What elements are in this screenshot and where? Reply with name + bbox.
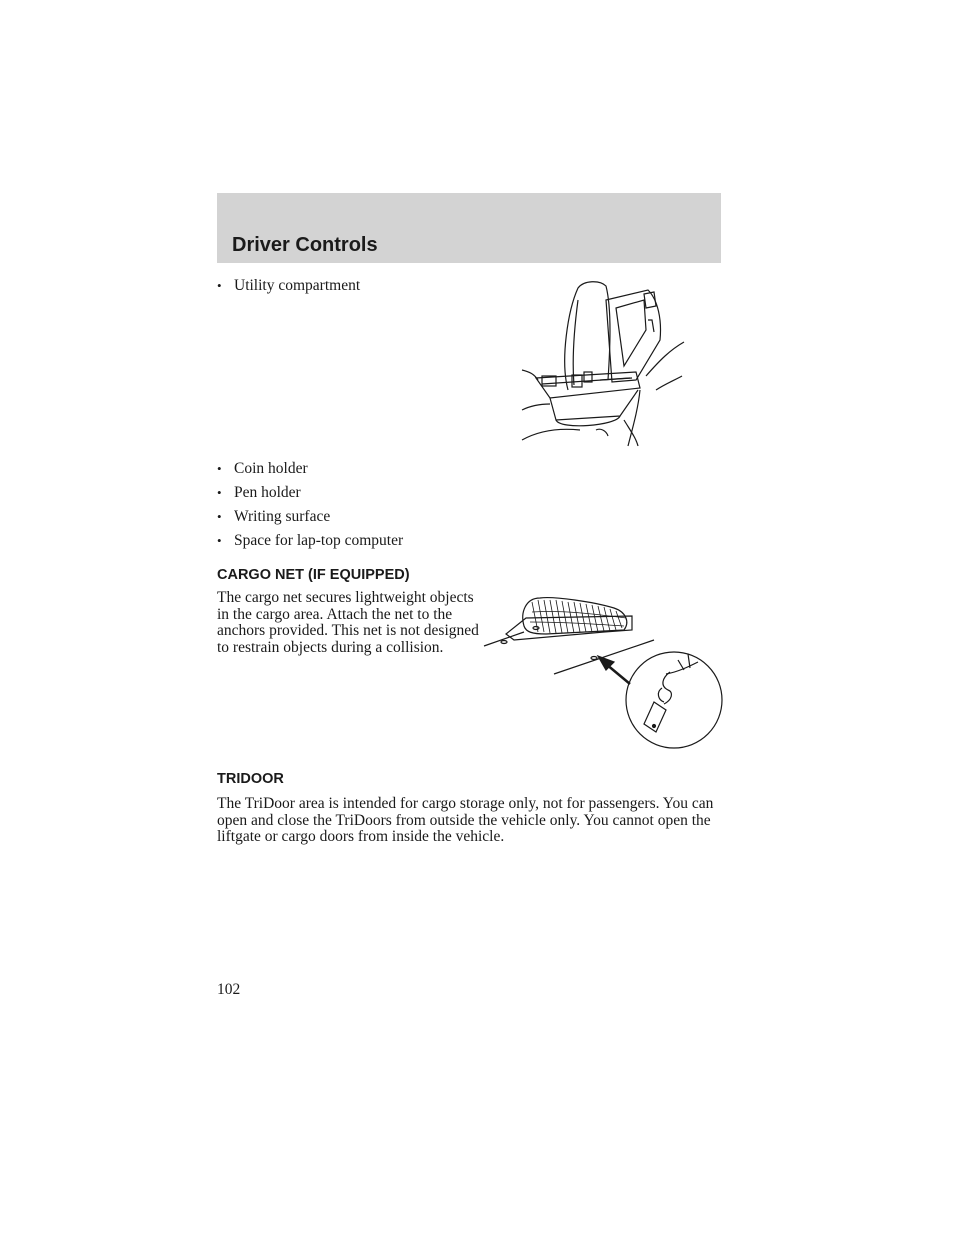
bullet-dot-icon: • [217, 509, 222, 524]
list-item-label: Utility compartment [234, 277, 361, 294]
utility-compartment-illustration [520, 280, 686, 448]
bullet-dot-icon: • [217, 533, 222, 548]
list-item-label: Space for lap-top computer [234, 532, 404, 549]
list-item [217, 481, 403, 505]
list-item-label: Writing surface [234, 508, 331, 525]
list-item [217, 505, 403, 529]
cargo-net-paragraph: The cargo net secures lightweight objects in the cargo area. Attach the net to the anchors provided. This net is not designed to restrain objects during a collision. [217, 589, 479, 656]
tridoor-paragraph: The TriDoor area is intended for cargo storage only, not for passengers. You can open and close the TriDoors from outside the vehicle only. You cannot open the liftgate or cargo doors from inside the vehicle. [217, 795, 714, 846]
utility-list [217, 274, 360, 298]
cargo-net-heading: CARGO NET (IF EQUIPPED) [217, 567, 410, 583]
list-item-label: Pen holder [234, 484, 301, 501]
list-item [217, 274, 360, 298]
bullet-dot-icon: • [217, 278, 222, 293]
utility-features-list [217, 457, 403, 553]
bullet-dot-icon: • [217, 461, 222, 476]
section-title: Driver Controls [232, 234, 378, 256]
cargo-net-illustration [484, 592, 726, 752]
list-item [217, 457, 403, 481]
list-item-label: Coin holder [234, 460, 308, 477]
bullet-dot-icon: • [217, 485, 222, 500]
section-header-band [217, 193, 721, 263]
tridoor-heading: TRIDOOR [217, 771, 284, 787]
list-item [217, 529, 403, 553]
page-number: 102 [217, 981, 241, 998]
